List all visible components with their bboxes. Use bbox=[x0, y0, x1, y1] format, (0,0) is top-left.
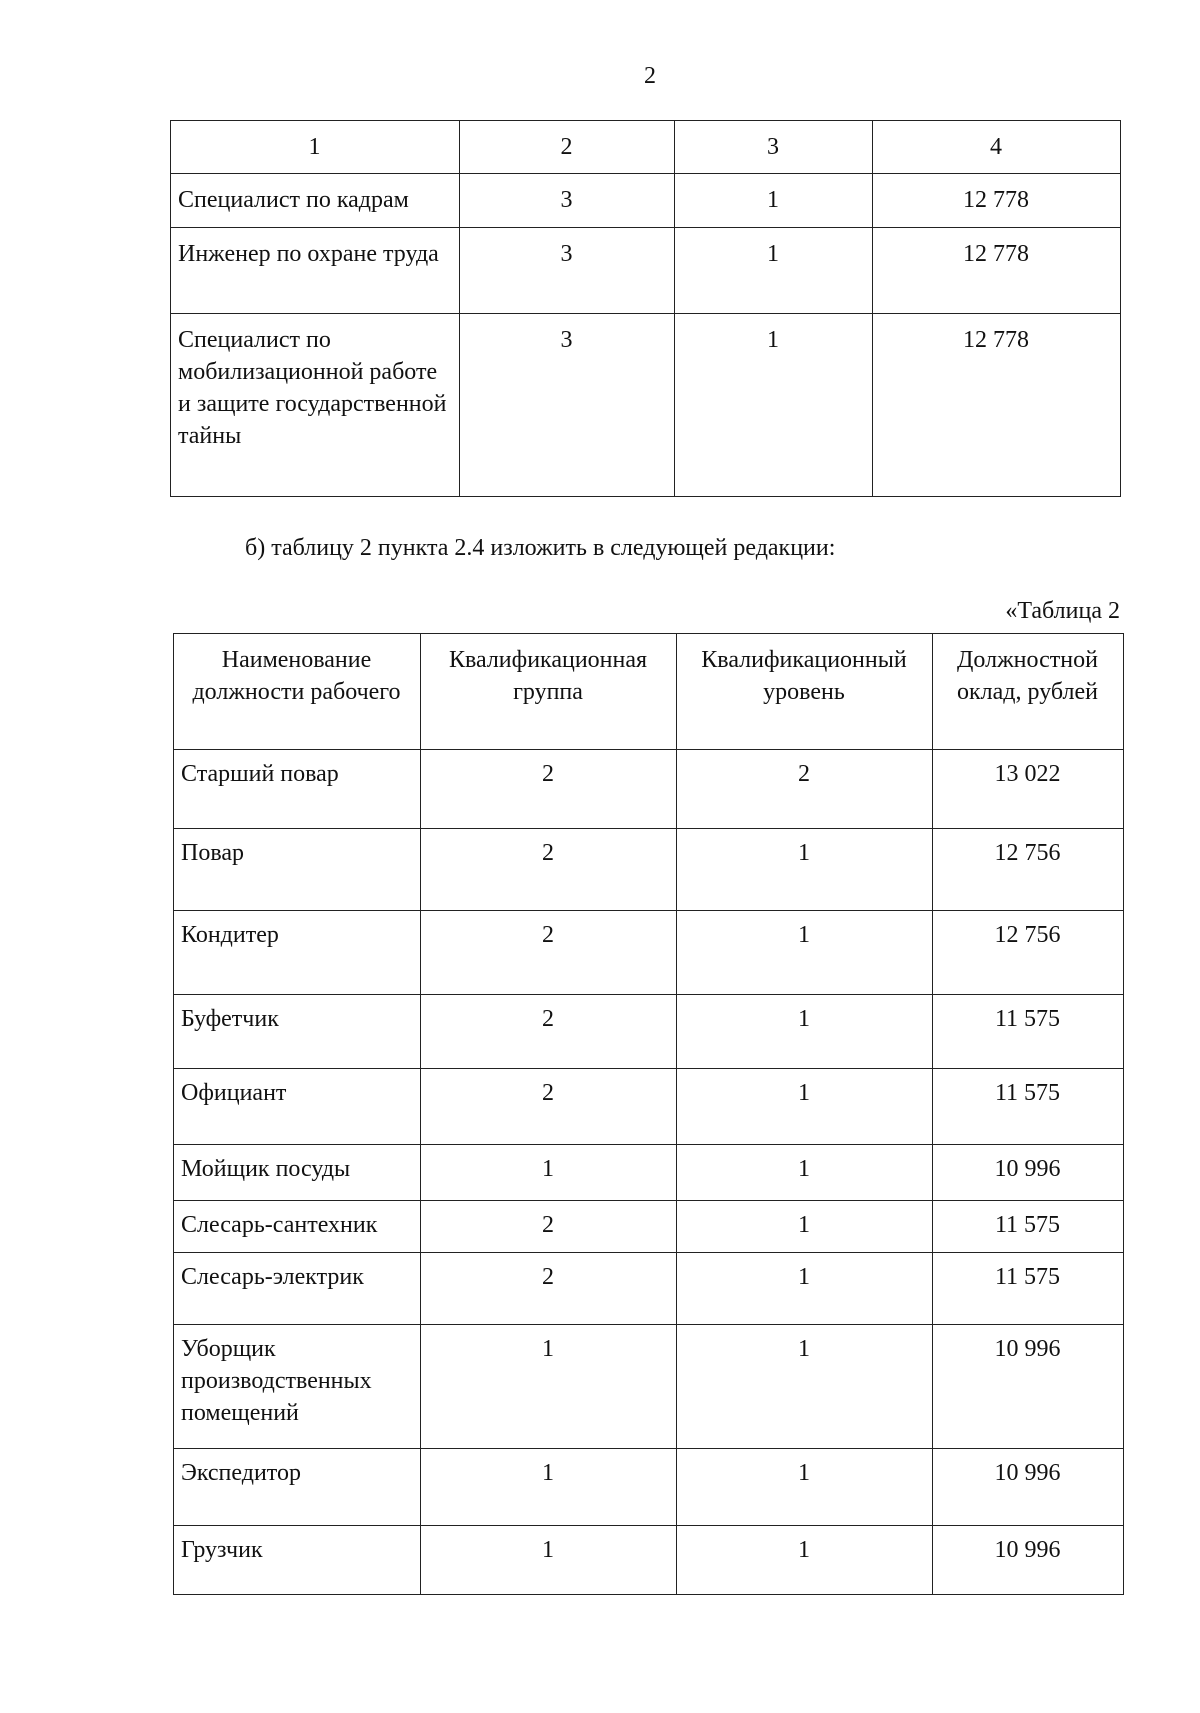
table-row bbox=[174, 1449, 1124, 1526]
column-header-group: Квалификационная группа bbox=[421, 634, 677, 750]
column-header-level: Квалификационный уровень bbox=[677, 634, 933, 750]
column-number: 4 bbox=[873, 121, 1121, 174]
position-name: Старший повар bbox=[174, 750, 421, 829]
salary: 12 756 bbox=[933, 911, 1124, 995]
salary: 10 996 bbox=[933, 1325, 1124, 1449]
salary: 12 778 bbox=[873, 174, 1121, 228]
qualification-group: 3 bbox=[460, 228, 675, 314]
column-number: 2 bbox=[460, 121, 675, 174]
position-name: Кондитер bbox=[174, 911, 421, 995]
qualification-group: 1 bbox=[421, 1325, 677, 1449]
position-name: Специалист по мобилизационной работе и защите государственной тайны bbox=[171, 314, 460, 497]
qualification-level: 1 bbox=[677, 1449, 933, 1526]
table-row bbox=[174, 995, 1124, 1069]
qualification-group: 2 bbox=[421, 1069, 677, 1145]
qualification-level: 1 bbox=[675, 174, 873, 228]
qualification-group: 1 bbox=[421, 1526, 677, 1595]
qualification-level: 1 bbox=[677, 1069, 933, 1145]
table-header-row bbox=[171, 121, 1121, 174]
qualification-level: 1 bbox=[677, 911, 933, 995]
positions-table-continuation bbox=[170, 120, 1121, 497]
column-number: 1 bbox=[171, 121, 460, 174]
position-name: Буфетчик bbox=[174, 995, 421, 1069]
position-name: Экспедитор bbox=[174, 1449, 421, 1526]
salary: 10 996 bbox=[933, 1526, 1124, 1595]
qualification-group: 2 bbox=[421, 750, 677, 829]
qualification-group: 2 bbox=[421, 829, 677, 911]
position-name: Уборщик производственных помещений bbox=[174, 1325, 421, 1449]
table-row bbox=[174, 1253, 1124, 1325]
page-number: 2 bbox=[644, 63, 656, 89]
salary: 12 778 bbox=[873, 228, 1121, 314]
position-name: Слесарь-электрик bbox=[174, 1253, 421, 1325]
qualification-group: 1 bbox=[421, 1449, 677, 1526]
qualification-level: 1 bbox=[677, 829, 933, 911]
table-row bbox=[174, 1069, 1124, 1145]
table-row bbox=[171, 174, 1121, 228]
table-row bbox=[174, 829, 1124, 911]
position-name: Слесарь-сантехник bbox=[174, 1201, 421, 1253]
salary: 10 996 bbox=[933, 1449, 1124, 1526]
qualification-level: 1 bbox=[677, 995, 933, 1069]
column-header-position: Наименование должности рабочего bbox=[174, 634, 421, 750]
table-row bbox=[174, 750, 1124, 829]
qualification-level: 1 bbox=[677, 1253, 933, 1325]
qualification-group: 3 bbox=[460, 314, 675, 497]
salary: 10 996 bbox=[933, 1145, 1124, 1201]
qualification-level: 1 bbox=[677, 1201, 933, 1253]
table-row bbox=[174, 1526, 1124, 1595]
position-name: Грузчик bbox=[174, 1526, 421, 1595]
table-row bbox=[174, 1325, 1124, 1449]
qualification-level: 1 bbox=[677, 1325, 933, 1449]
table-row bbox=[171, 314, 1121, 497]
table-row bbox=[174, 911, 1124, 995]
position-name: Мойщик посуды bbox=[174, 1145, 421, 1201]
salary: 12 756 bbox=[933, 829, 1124, 911]
salary: 11 575 bbox=[933, 1201, 1124, 1253]
qualification-level: 1 bbox=[677, 1145, 933, 1201]
amendment-paragraph: б) таблицу 2 пункта 2.4 изложить в следующей редакции: bbox=[245, 535, 836, 561]
qualification-level: 1 bbox=[675, 314, 873, 497]
position-name: Повар bbox=[174, 829, 421, 911]
column-header-salary: Должностной оклад, рублей bbox=[933, 634, 1124, 750]
qualification-level: 2 bbox=[677, 750, 933, 829]
salary: 13 022 bbox=[933, 750, 1124, 829]
table-caption: «Таблица 2 bbox=[1005, 598, 1120, 624]
worker-salaries-table bbox=[173, 633, 1124, 1595]
table-row bbox=[174, 1145, 1124, 1201]
qualification-group: 2 bbox=[421, 911, 677, 995]
salary: 11 575 bbox=[933, 1069, 1124, 1145]
qualification-group: 2 bbox=[421, 995, 677, 1069]
qualification-group: 3 bbox=[460, 174, 675, 228]
qualification-level: 1 bbox=[677, 1526, 933, 1595]
table-row bbox=[171, 228, 1121, 314]
column-number: 3 bbox=[675, 121, 873, 174]
position-name: Официант bbox=[174, 1069, 421, 1145]
table-header-row bbox=[174, 634, 1124, 750]
qualification-group: 2 bbox=[421, 1253, 677, 1325]
salary: 11 575 bbox=[933, 995, 1124, 1069]
qualification-level: 1 bbox=[675, 228, 873, 314]
position-name: Инженер по охране труда bbox=[171, 228, 460, 314]
qualification-group: 1 bbox=[421, 1145, 677, 1201]
salary: 12 778 bbox=[873, 314, 1121, 497]
table-row bbox=[174, 1201, 1124, 1253]
qualification-group: 2 bbox=[421, 1201, 677, 1253]
salary: 11 575 bbox=[933, 1253, 1124, 1325]
position-name: Специалист по кадрам bbox=[171, 174, 460, 228]
